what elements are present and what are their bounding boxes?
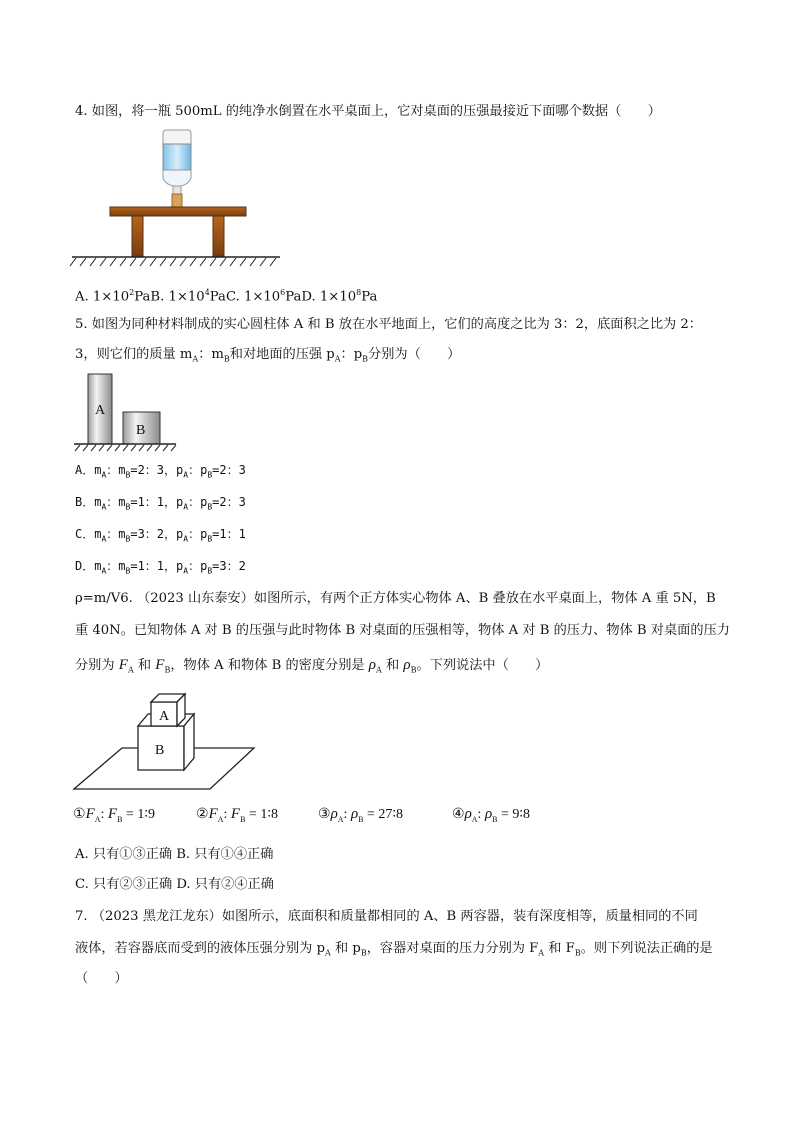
q6-options-ab: A. 只有①③正确 B. 只有①④正确 xyxy=(75,847,274,862)
q6-statement: $④\rho_A$: $\rho_B$ = 9∶8 xyxy=(452,806,531,824)
q5-option: D．$m_A$：$m_B=1$：1，$p_A$：$p_B=3$：2 xyxy=(75,559,246,576)
q7-line2: 液体，若容器底而受到的液体压强分别为 $p_A$ 和 $p_B$，容器对桌面的压力分别为 $F_A$ 和 $F_B$。则下列说法正确的是 xyxy=(75,941,713,958)
q6-line2: 重 40N。已知物体 A 对 B 的压强与此时物体 B 对桌面的压强相等，物体 A 对 B 的压力、物体 B 对桌面的压力 xyxy=(75,623,730,638)
q5-label-a: A xyxy=(95,403,106,418)
q5-stem-line1: 5. 如图为同种材料制成的实心圆柱体 A 和 B 放在水平地面上，它们的高度之比为 3：2，底面积之比为 2： xyxy=(75,317,702,332)
q5-option: B．$m_A$：$m_B=1$：1，$p_A$：$p_B=2$：3 xyxy=(75,495,246,512)
q5-label-b: B xyxy=(136,423,146,438)
q6-statement: $①F_A$: $F_B$ = 1∶9 xyxy=(73,806,155,824)
q4-options: A. $1\times 10^2PaB$. $1\times 10^4PaC$. $1\times 10^6PaD$. $1\times 10^8Pa$ xyxy=(75,288,378,305)
q7-line3: （ ） xyxy=(75,971,128,986)
q5-option: A．$m_A$：$m_B=2$：3，$p_A$：$p_B=2$：3 xyxy=(75,463,246,480)
q6-line3: 分别为 $F_A$ 和 $F_B$，物体 A 和物体 B 的密度分别是 $\rho_A$ 和 $\rho_B$。下列说法中（ ） xyxy=(75,657,549,675)
q6-options-cd: C. 只有②③正确 D. 只有②④正确 xyxy=(75,877,274,892)
q7-line1: 7. （2023 黑龙江龙东）如图所示，底面积和质量都相同的 A、B 两容器，装有深度相等，质量相同的不同 xyxy=(75,909,698,924)
q4-stem: 4. 如图，将一瓶 500mL 的纯净水倒置在水平桌面上，它对桌面的压强最接近下面哪个数据（ ） xyxy=(75,104,661,119)
q6-label-a: A xyxy=(159,709,170,724)
q5-figure-cylinders xyxy=(72,372,182,452)
q6-statement: $③\rho_A$: $\rho_B$ = 27∶8 xyxy=(318,806,404,824)
q5-option: C．$m_A$：$m_B=3$：2，$p_A$：$p_B=1$：1 xyxy=(75,527,246,544)
q6-statement: $②F_A$: $F_B$ = 1∶8 xyxy=(196,806,278,824)
q6-figure-stacked-cubes xyxy=(72,688,262,798)
q4-figure-table-bottle xyxy=(70,130,290,270)
q5-stem-line2: 3，则它们的质量 $m_A$：$m_B$和对地面的压强 $p_A$：$p_B$分别为（ ） xyxy=(75,347,461,364)
q6-line1: ρ=m/V6. （2023 山东泰安）如图所示，有两个正方体实心物体 A、B 叠放在水平桌面上，物体 A 重 5N，B xyxy=(75,591,716,606)
q6-label-b: B xyxy=(155,743,165,758)
